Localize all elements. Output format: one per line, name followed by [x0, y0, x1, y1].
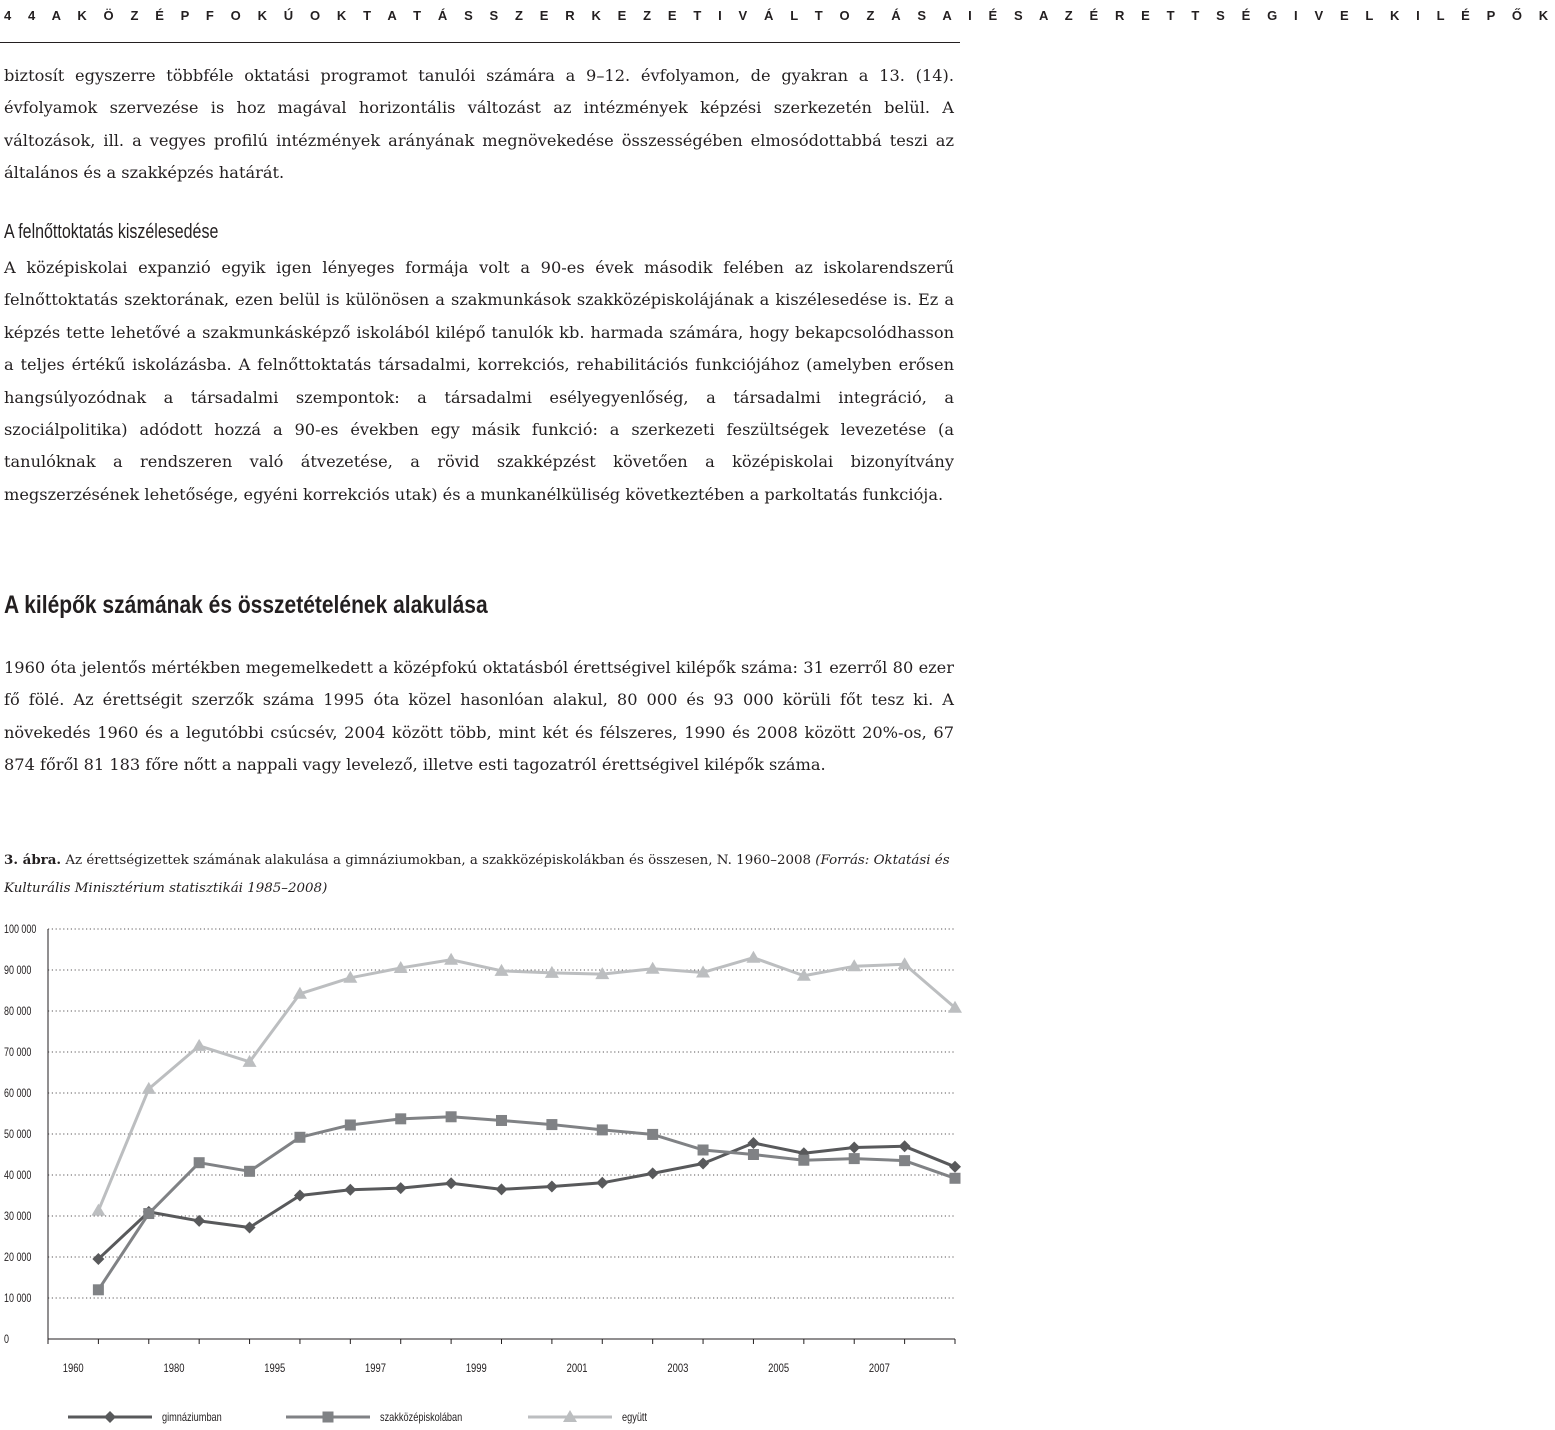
diamond-marker — [899, 1140, 911, 1152]
square-marker — [748, 1149, 759, 1160]
y-tick-label: 30 000 — [3, 1211, 32, 1224]
x-tick-label: 1999 — [465, 1362, 487, 1376]
square-marker — [93, 1284, 104, 1295]
section-heading-adult-education: A felnőttoktatás kiszélesedése — [4, 221, 219, 243]
intro-paragraph: biztosít egyszerre többféle oktatási programot tanulói számára a 9–12. évfolyamon, de gyakran a 13. (14). évfolyamok szervezése is hoz magával horizontális változást az intézmények képzési szerkezetén belül. A változások, ill. a vegyes profilú intézmények arányának megnövekedése összességében elmosódottabbá teszi az általános és a szakképzés határát. — [4, 66, 954, 183]
figure-title: Az érettségizettek számának alakulása a gimnáziumokban, a szakközépiskolákban és összesen, N. 1960–2008 — [65, 853, 812, 868]
y-tick-label: 70 000 — [3, 1047, 32, 1060]
legend-label: szakközépiskolában — [380, 1412, 463, 1425]
square-marker — [496, 1115, 507, 1126]
chart-legend — [68, 1410, 647, 1424]
x-tick-label: 2007 — [868, 1362, 890, 1376]
square-marker — [849, 1153, 860, 1164]
legend-label: együtt — [622, 1412, 648, 1425]
x-tick-label: 1995 — [264, 1362, 286, 1376]
y-tick-label: 90 000 — [3, 965, 32, 978]
diamond-marker — [747, 1137, 759, 1149]
y-tick-label: 20 000 — [3, 1252, 32, 1265]
triangle-marker — [444, 953, 458, 965]
square-marker — [446, 1111, 457, 1122]
square-marker — [647, 1129, 658, 1140]
series-line — [98, 958, 955, 1211]
section-heading-leavers: A kilépők számának és összetételének alakulása — [4, 591, 488, 619]
series-line — [98, 1117, 955, 1290]
x-tick-label: 2003 — [667, 1362, 689, 1376]
y-tick-label: 0 — [3, 1334, 9, 1347]
square-marker — [546, 1119, 557, 1130]
square-marker — [597, 1124, 608, 1135]
chart-series — [91, 951, 962, 1296]
triangle-marker — [91, 1204, 105, 1216]
running-header: 4 4 A K Ö Z É P F O K Ú O K T A T Á S S Z E R K E Z E T I V Á L T O Z Á S A I É S A Z É R E T T S É G I V E L K I L É P Ő K — [4, 8, 1555, 23]
square-marker — [194, 1157, 205, 1168]
square-marker — [294, 1132, 305, 1143]
y-tick-label: 50 000 — [3, 1129, 32, 1142]
diamond-marker — [193, 1215, 205, 1227]
header-rule — [0, 42, 960, 43]
diamond-marker — [949, 1161, 961, 1173]
diamond-marker — [104, 1411, 116, 1423]
figure-caption — [4, 846, 954, 903]
square-marker — [950, 1173, 961, 1184]
legend-item — [528, 1410, 647, 1424]
diamond-marker — [848, 1142, 860, 1154]
square-marker — [143, 1208, 154, 1219]
square-marker — [698, 1144, 709, 1155]
adult-education-paragraph: A középiskolai expanzió egyik igen lényeges formája volt a 90-es évek második felében az iskolarendszerű felnőttoktatás szektorának, ezen belül is különösen a szakmunkások szakközépiskolájának a kiszélesedése is. Ez a képzés tette lehetővé a szakmunkásképző iskolából kilépő tanulók kb. harmada számára, hogy bekapcsolódhasson a teljes értékű iskolázásba. A felnőttoktatás társadalmi, korrekciós, rehabilitációs funkciójához (amelyben erősen hangsúlyozódnak a társadalmi szempontok: a társadalmi esélyegyenlőség, a társadalmi integráció, a szociálpolitika) adódott hozzá a 90-es években egy másik funkció: a szerkezeti feszültségek levezetése (a tanulóknak a rendszeren való átvezetése, a rövid szakképzést követően a középiskolai bizonyítvány megszerzésének lehetősége, egyéni korrekciós utak) és a munkanélküliség következtében a parkoltatás funkciója. — [4, 258, 954, 504]
x-tick-label: 2001 — [566, 1362, 588, 1376]
y-tick-label: 80 000 — [3, 1006, 32, 1019]
diamond-marker — [496, 1183, 508, 1195]
series-2 — [93, 1111, 961, 1295]
legend-label: gimnáziumban — [162, 1412, 222, 1425]
square-marker — [798, 1155, 809, 1166]
square-marker — [244, 1166, 255, 1177]
square-marker — [395, 1113, 406, 1124]
diamond-marker — [647, 1167, 659, 1179]
x-tick-label: 2005 — [768, 1362, 790, 1376]
x-tick-label: 1997 — [365, 1362, 387, 1376]
diamond-marker — [596, 1177, 608, 1189]
x-tick-label: 1980 — [163, 1362, 185, 1376]
graduates-line-chart — [0, 912, 960, 1430]
figure-label: 3. ábra. — [4, 852, 62, 868]
legend-item — [286, 1412, 462, 1425]
square-marker — [899, 1155, 910, 1166]
y-tick-label: 100 000 — [3, 924, 37, 937]
diamond-marker — [395, 1182, 407, 1194]
diamond-marker — [344, 1184, 356, 1196]
x-tick-label: 1960 — [62, 1362, 84, 1376]
chart-gridlines — [48, 929, 955, 1339]
y-tick-label: 40 000 — [3, 1170, 32, 1183]
figure-source: (Forrás: Oktatási és Kulturális Minisztérium statisztikái 1985–2008) — [4, 853, 950, 896]
legend-item — [68, 1411, 222, 1424]
square-marker — [345, 1119, 356, 1130]
triangle-marker — [192, 1039, 206, 1051]
series-1 — [92, 1137, 961, 1265]
square-marker — [323, 1412, 334, 1423]
y-tick-label: 60 000 — [3, 1088, 32, 1101]
chart-axes — [4, 924, 955, 1375]
leavers-paragraph: 1960 óta jelentős mértékben megemelkedett a középfokú oktatásból érettségivel kilépők száma: 31 ezerről 80 ezer fő fölé. Az érettségit szerzők száma 1995 óta közel hasonlóan alakul, 80 000 és 93 000 körüli főt tesz ki. A növekedés 1960 és a legutóbbi csúcsév, 2004 között több, mint két és félszeres, 1990 és 2008 között 20%-os, 67 874 főről 81 183 főre nőtt a nappali vagy levelező, illetve esti tagozatról érettségivel kilépők száma. — [4, 658, 954, 775]
triangle-marker — [746, 951, 760, 963]
diamond-marker — [697, 1158, 709, 1170]
diamond-marker — [445, 1177, 457, 1189]
diamond-marker — [546, 1180, 558, 1192]
y-tick-label: 10 000 — [3, 1293, 32, 1306]
series-3 — [91, 951, 962, 1216]
